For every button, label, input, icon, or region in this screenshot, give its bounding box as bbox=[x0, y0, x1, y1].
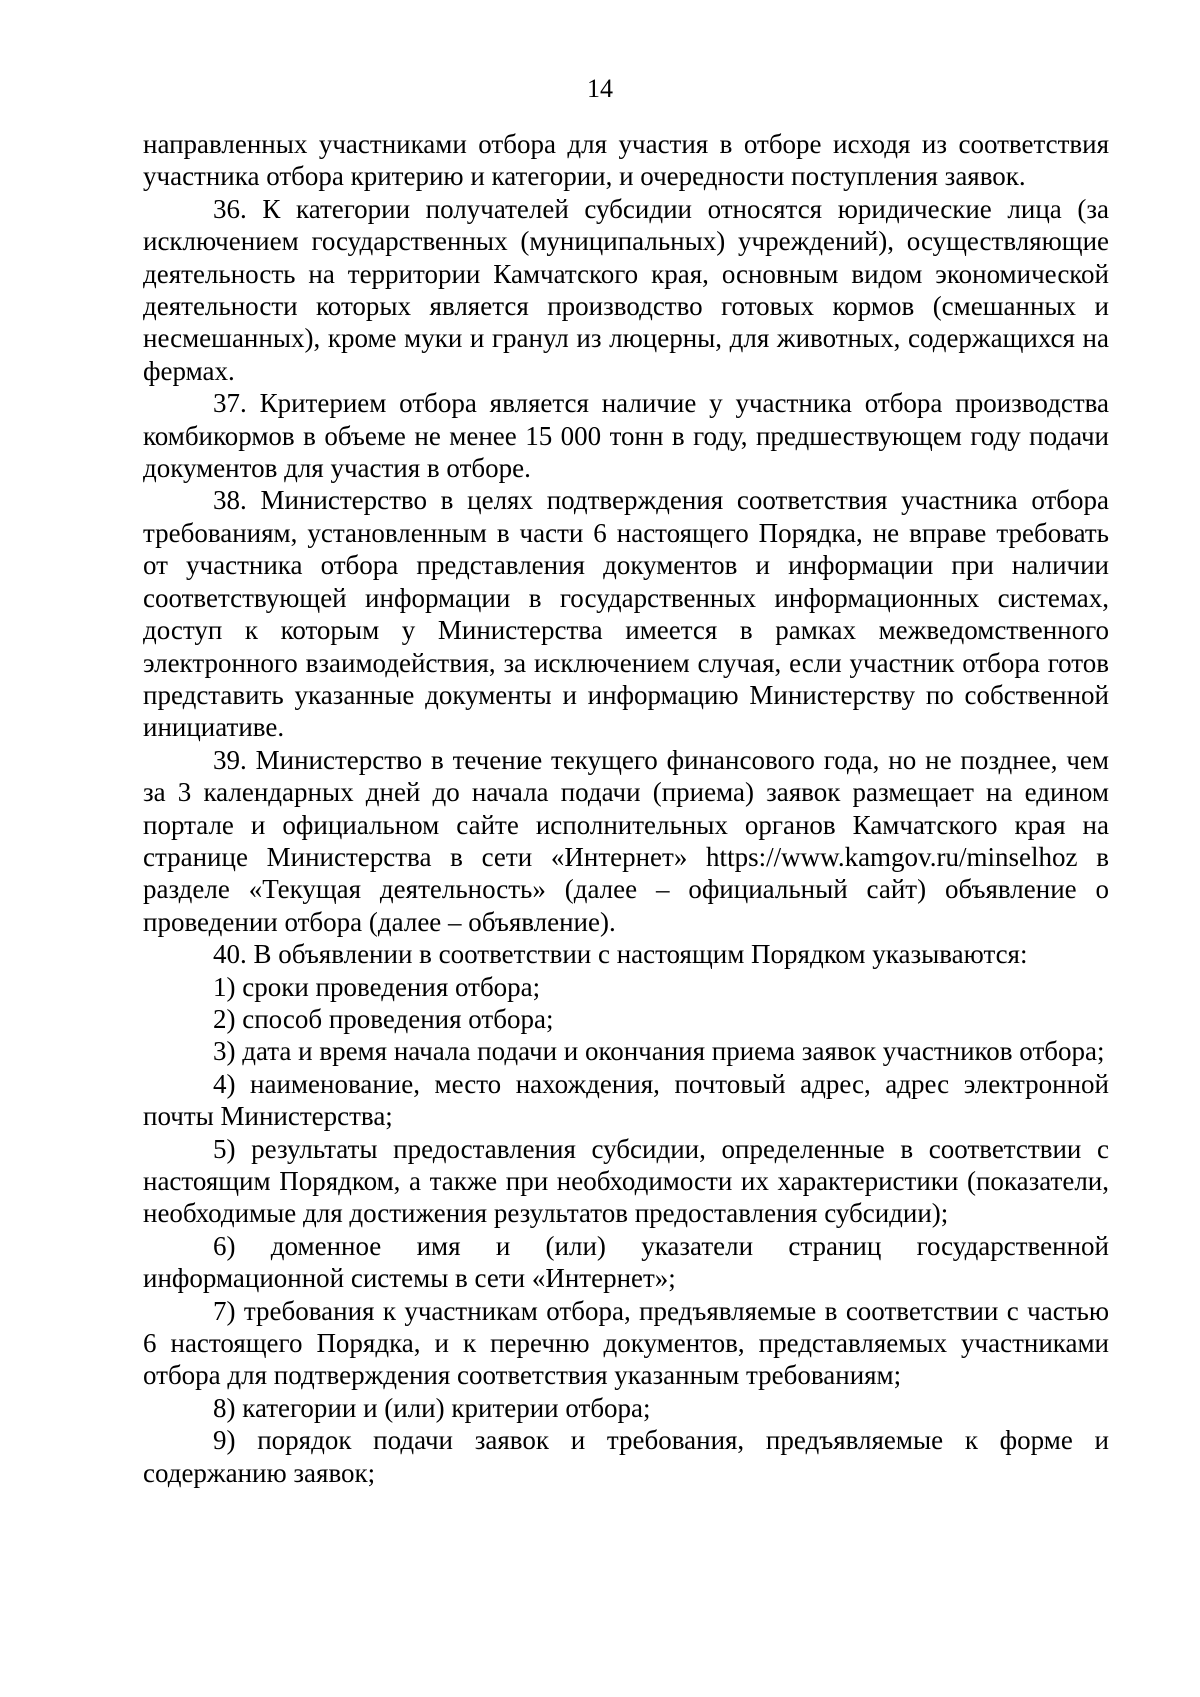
list-item-8: 8) категории и (или) критерии отбора; bbox=[213, 1392, 651, 1423]
list-item-7: 7) требования к участникам отбора, предъявляемые в соответствии с частью 6 настоящего Порядка, и к перечню документов, представляемых участниками отбора для подтверждения соответствия указанным требованиям; bbox=[143, 1295, 1109, 1391]
list-item-9: 9) порядок подачи заявок и требования, предъявляемые к форме и содержанию заявок; bbox=[143, 1425, 1109, 1488]
paragraph-continuation: направленных участниками отбора для участия в отборе исходя из соответствия участника отбора критерию и категории, и очередности поступления заявок. bbox=[143, 129, 1109, 192]
list-item-3: 3) дата и время начала подачи и окончания приема заявок участников отбора; bbox=[213, 1036, 1105, 1067]
paragraph-39: 39. Министерство в течение текущего финансового года, но не позднее, чем за 3 календарных дней до начала подачи (приема) заявок размещает на едином портале и официальном сайте исполнительных органов Камчатского края на странице Министерства в сети «Интернет» https://www.kamgov.ru/minselhoz в разделе «Текущая деятельность» (далее – официальный сайт) объявление о проведении отбора (далее – объявление). bbox=[143, 744, 1109, 937]
list-item-6: 6) доменное имя и (или) указатели страниц государственной информационной системы в сети «Интернет»; bbox=[143, 1230, 1109, 1294]
list-item-2: 2) способ проведения отбора; bbox=[213, 1003, 554, 1034]
page-number: 14 bbox=[587, 74, 613, 103]
list-item-4: 4) наименование, место нахождения, почтовый адрес, адрес электронной почты Министерства; bbox=[143, 1068, 1109, 1132]
paragraph-38: 38. Министерство в целях подтверждения соответствия участника отбора требованиям, установленным в части 6 настоящего Порядка, не вправе требовать от участника отбора представления документов и информации при наличии соответствующей информации в государственных информационных системах, доступ к которым у Министерства имеется в рамках межведомственного электронного взаимодействия, за исключением случая, если участник отбора готов представить указанные документы и информацию Министерству по собственной инициативе. bbox=[143, 485, 1109, 743]
paragraph-37: 37. Критерием отбора является наличие у участника отбора производства комбикормов в объеме не менее 15 000 тонн в году, предшествующем году подачи документов для участия в отборе. bbox=[143, 388, 1109, 484]
paragraph-40: 40. В объявлении в соответствии с настоящим Порядком указываются: bbox=[213, 939, 1028, 970]
paragraph-36: 36. К категории получателей субсидии относятся юридические лица (за исключением государственных (муниципальных) учреждений), осуществляющие деятельность на территории Камчатского края, основным видом экономической деятельности которых является производство готовых кормов (смешанных и несмешанных), кроме муки и гранул из люцерны, для животных, содержащихся на фермах. bbox=[143, 193, 1109, 386]
document-body bbox=[143, 128, 1109, 1489]
list-item-1: 1) сроки проведения отбора; bbox=[213, 971, 541, 1002]
list-item-5: 5) результаты предоставления субсидии, определенные в соответствии с настоящим Порядком, а также при необходимости их характеристики (показатели, необходимые для достижения результатов предоставления субсидии); bbox=[143, 1133, 1109, 1229]
